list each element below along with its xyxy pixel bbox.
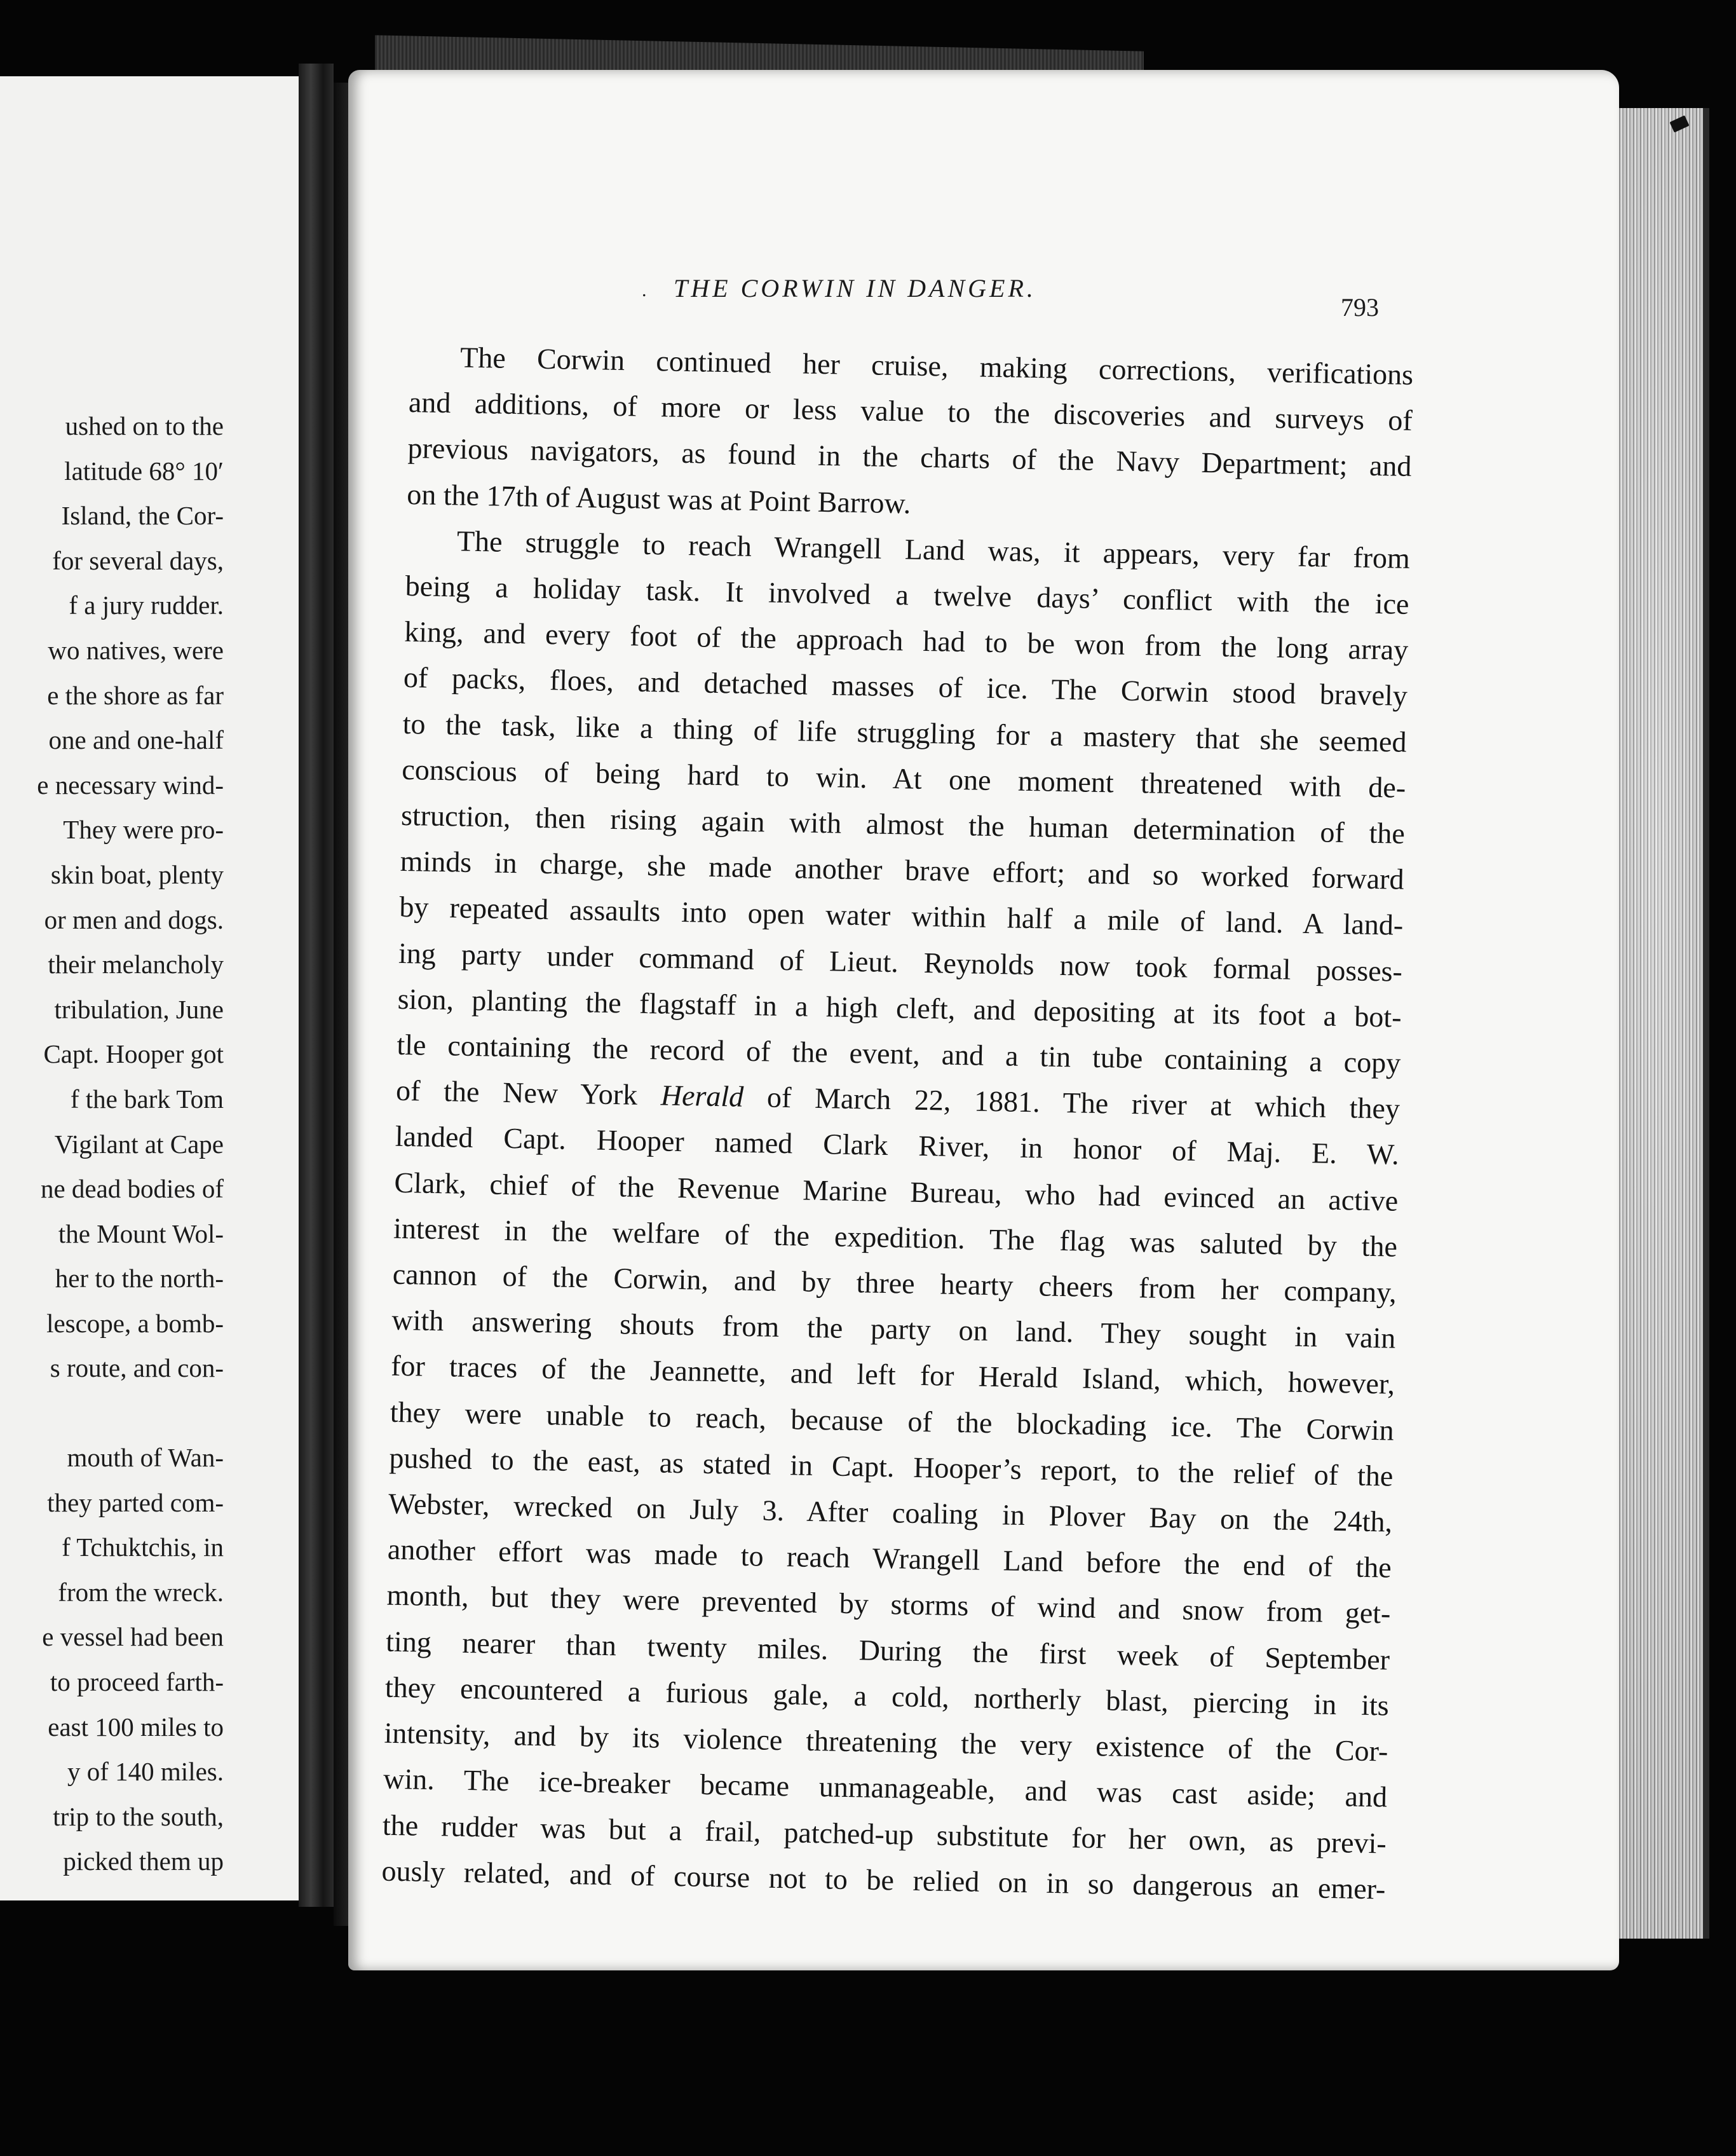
- body-text-line: conscious of being hard to win. At one moment threatened with de-: [401, 753, 1406, 804]
- left-text-line: they parted com-: [47, 1487, 224, 1517]
- body-text: [381, 334, 1414, 1912]
- body-text-line: pushed to the east, as stated in Capt. Hooper’s report, to the relief of the: [389, 1441, 1394, 1492]
- body-text-line: to the task, like a thing of life struggling for a mastery that she seemed: [402, 707, 1407, 758]
- body-text-line: they were unable to reach, because of the blockading ice. The Corwin: [390, 1395, 1395, 1447]
- body-text-line: struction, then rising again with almost the human determination of the: [400, 798, 1406, 850]
- left-text-line: lescope, a bomb-: [46, 1308, 224, 1338]
- body-text-line: The Corwin continued her cruise, making corrections, verifications: [459, 341, 1414, 391]
- left-text-line: s route, and con-: [50, 1353, 224, 1383]
- left-text-line: f the bark Tom: [70, 1084, 224, 1114]
- left-page-text: [0, 404, 224, 1884]
- left-text-line: for several days,: [52, 545, 224, 575]
- body-text-line: by repeated assaults into open water within half a mile of land. A land-: [399, 890, 1404, 942]
- left-text-line: wo natives, were: [48, 635, 224, 665]
- body-text-line: another effort was made to reach Wrangell Land before the end of the: [387, 1532, 1392, 1584]
- left-text-line: [0, 1391, 224, 1435]
- left-text-line: from the wreck.: [58, 1577, 224, 1607]
- left-text-line: f a jury rudder.: [69, 590, 224, 620]
- body-text-line: the rudder was but a frail, patched-up substitute for her own, as previ-: [382, 1808, 1387, 1860]
- left-text-line: They were pro-: [63, 815, 224, 845]
- body-text-line: Webster, wrecked on July 3. After coaling in Plover Bay on the 24th,: [388, 1487, 1393, 1538]
- body-text-line: month, but they were prevented by storms of wind and snow from get-: [386, 1579, 1391, 1630]
- running-head: THE CORWIN IN DANGER.: [674, 274, 1036, 303]
- body-text-line: tle containing the record of the event, and a tin tube containing a copy: [397, 1028, 1401, 1079]
- body-text-line: of packs, floes, and detached masses of ice. The Corwin stood bravely: [403, 661, 1408, 713]
- page-number: 793: [1341, 293, 1379, 322]
- body-text-line: king, and every foot of the approach had to be won from the long array: [403, 615, 1409, 667]
- left-text-line: or men and dogs.: [44, 904, 224, 934]
- left-text-line: tribulation, June: [54, 994, 224, 1024]
- body-text-line: cannon of the Corwin, and by three hearty cheers from her company,: [392, 1257, 1397, 1309]
- left-text-line: Island, the Cor-: [61, 501, 224, 531]
- left-text-line: ne dead bodies of: [40, 1174, 224, 1204]
- left-text-line: mouth of Wan-: [67, 1443, 224, 1473]
- body-text-line: and additions, of more or less value to the discoveries and surveys of: [408, 386, 1413, 437]
- left-text-line: trip to the south,: [53, 1801, 224, 1831]
- body-text-line: for traces of the Jeannette, and left for Herald Island, which, however,: [390, 1349, 1395, 1401]
- body-text-line: previous navigators, as found in the charts of the Navy Department; and: [407, 432, 1412, 483]
- body-text-line: being a holiday task. It involved a twelve days’ conflict with the ice: [405, 569, 1409, 620]
- body-text-line: ously related, and of course not to be relied on in so dangerous an emer-: [381, 1854, 1386, 1906]
- body-text-line: ting nearer than twenty miles. During the first week of September: [385, 1625, 1390, 1676]
- left-text-line: e necessary wind-: [37, 770, 224, 800]
- left-text-line: e vessel had been: [42, 1622, 224, 1652]
- body-text-line: minds in charge, she made another brave effort; and so worked forward: [400, 845, 1404, 896]
- left-text-line: latitude 68° 10′: [64, 456, 224, 486]
- body-text-line: The struggle to reach Wrangell Land was, it appears, very far from: [456, 524, 1411, 575]
- left-text-line: east 100 miles to: [48, 1712, 224, 1742]
- body-text-line: with answering shouts from the party on land. They sought in vain: [391, 1304, 1396, 1354]
- body-text-line: intensity, and by its violence threatening the very existence of the Cor-: [384, 1716, 1388, 1768]
- left-text-line: f Tchuktchis, in: [62, 1532, 224, 1562]
- body-text-line: sion, planting the flagstaff in a high cleft, and depositing at its foot a bot-: [397, 982, 1402, 1034]
- body-text-line: of the New York Herald of March 22, 1881. The river at which they: [395, 1074, 1400, 1125]
- left-text-line: the Mount Wol-: [58, 1218, 224, 1248]
- left-text-line: Vigilant at Cape: [54, 1129, 224, 1159]
- body-text-line: landed Capt. Hooper named Clark River, in honor of Maj. E. W.: [395, 1120, 1400, 1171]
- left-text-line: one and one-half: [48, 725, 224, 755]
- body-text-line: interest in the welfare of the expedition. The flag was saluted by the: [393, 1211, 1398, 1263]
- left-text-line: Capt. Hooper got: [43, 1039, 224, 1069]
- ink-dot: .: [642, 280, 647, 301]
- body-text-line: on the 17th of August was at Point Barrow.: [406, 477, 911, 520]
- body-text-line: ing party under command of Lieut. Reynolds now took formal posses-: [398, 936, 1403, 988]
- body-text-line: Clark, chief of the Revenue Marine Bureau, who had evinced an active: [394, 1166, 1399, 1217]
- body-text-line: win. The ice-breaker became unmanageable, and was cast aside; and: [383, 1762, 1388, 1813]
- body-text-line: they encountered a furious gale, a cold, northerly blast, piercing in its: [384, 1670, 1390, 1722]
- left-text-line: picked them up: [63, 1846, 224, 1876]
- left-text-line: her to the north-: [55, 1264, 224, 1293]
- book-gutter: [299, 64, 334, 1907]
- left-text-line: y of 140 miles.: [67, 1757, 224, 1787]
- left-text-line: skin boat, plenty: [50, 859, 224, 889]
- left-page: [0, 76, 302, 1900]
- left-text-line: ushed on to the: [65, 411, 224, 440]
- left-text-line: to proceed farth-: [50, 1667, 224, 1697]
- left-text-line: e the shore as far: [47, 680, 224, 710]
- left-text-line: their melancholy: [48, 950, 224, 979]
